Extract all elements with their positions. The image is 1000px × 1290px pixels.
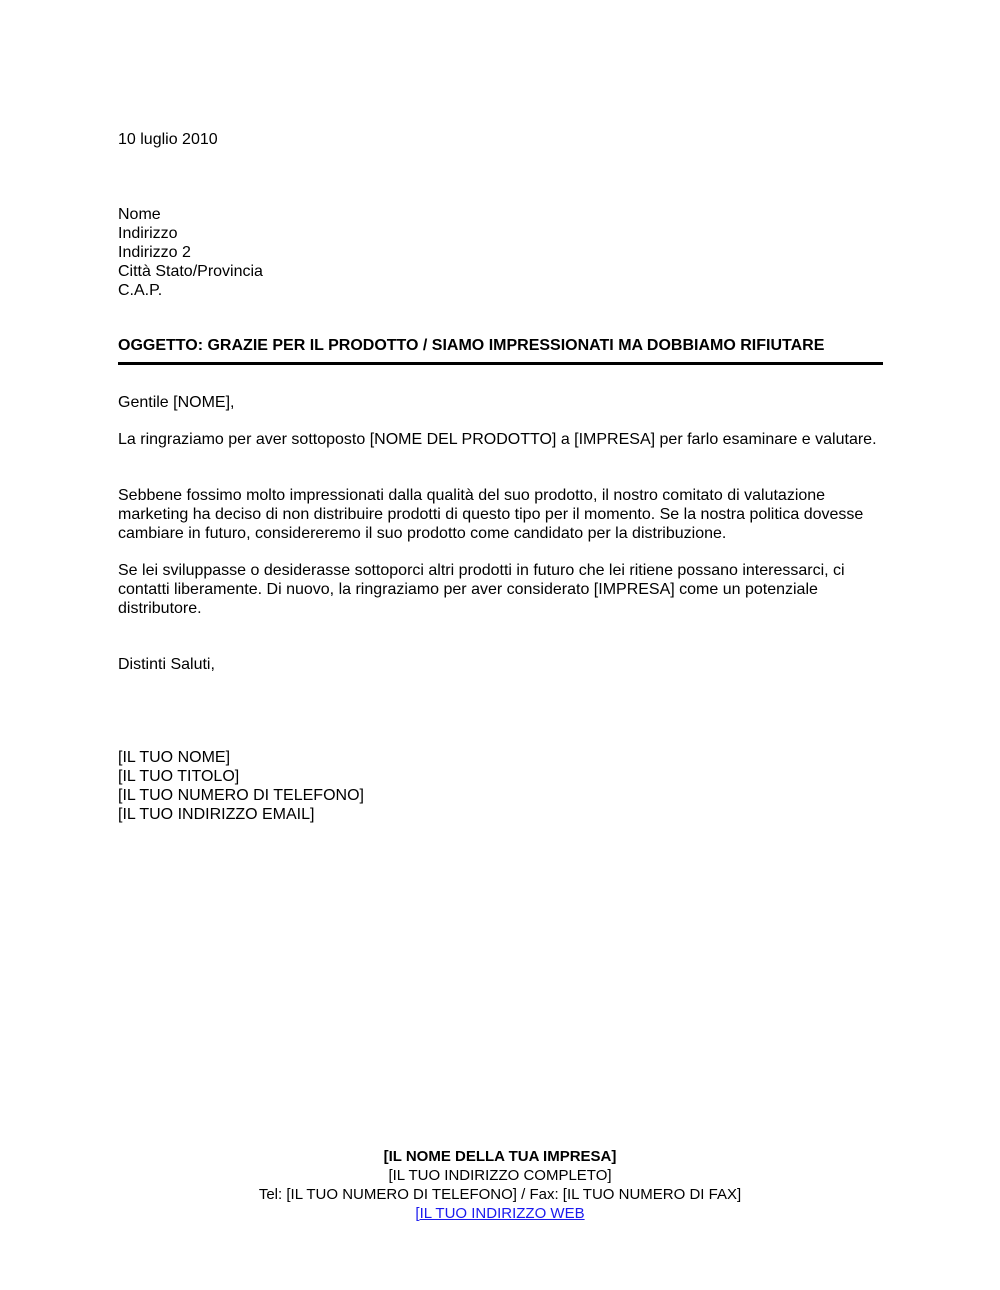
letter-subject: OGGETTO: GRAZIE PER IL PRODOTTO / SIAMO IMPRESSIONATI MA DOBBIAMO RIFIUTARE bbox=[118, 337, 825, 354]
footer-contacts: Tel: [IL TUO NUMERO DI TELEFONO] / Fax: [IL TUO NUMERO DI FAX] bbox=[258, 1186, 742, 1203]
recipient-zip: C.A.P. bbox=[118, 282, 163, 299]
recipient-address bbox=[118, 205, 884, 300]
subject-divider bbox=[118, 362, 883, 365]
signature-title: [IL TUO TITOLO] bbox=[118, 768, 240, 785]
footer-website-link[interactable]: [IL TUO INDIRIZZO WEB bbox=[415, 1205, 585, 1222]
footer-address: [IL TUO INDIRIZZO COMPLETO] bbox=[388, 1167, 612, 1184]
footer-company-name: [IL NOME DELLA TUA IMPRESA] bbox=[383, 1148, 617, 1165]
signature-name: [IL TUO NOME] bbox=[118, 749, 231, 766]
recipient-city-state: Città Stato/Provincia bbox=[118, 263, 263, 280]
recipient-address-line-2: Indirizzo 2 bbox=[118, 244, 191, 261]
letterhead-footer bbox=[0, 1147, 1000, 1223]
signature-block bbox=[118, 748, 884, 824]
body-paragraph-2: Sebbene fossimo molto impressionati dalla qualità del suo prodotto, il nostro comitato di valutazione marketing ha deciso di non distribuire prodotti di questo tipo per il momento. Se la nostra politica dovesse cambiare in futuro, considereremo il suo prodotto come candidato per la distribuzione. bbox=[118, 487, 864, 542]
body-paragraph-3: Se lei sviluppasse o desiderasse sottoporci altri prodotti in futuro che lei ritiene possano interessarci, ci contatti liberamente. Di nuovo, la ringraziamo per aver considerato [IMPRESA] come un potenziale distributore. bbox=[118, 562, 845, 617]
recipient-address-line-1: Indirizzo bbox=[118, 225, 178, 242]
letter-closing: Distinti Saluti, bbox=[118, 656, 215, 673]
recipient-name: Nome bbox=[118, 206, 161, 223]
letter-salutation: Gentile [NOME], bbox=[118, 394, 235, 411]
signature-email: [IL TUO INDIRIZZO EMAIL] bbox=[118, 806, 315, 823]
letter-date: 10 luglio 2010 bbox=[118, 131, 218, 148]
signature-phone: [IL TUO NUMERO DI TELEFONO] bbox=[118, 787, 364, 804]
body-paragraph-1: La ringraziamo per aver sottoposto [NOME DEL PRODOTTO] a [IMPRESA] per farlo esaminare e valutare. bbox=[118, 431, 877, 448]
